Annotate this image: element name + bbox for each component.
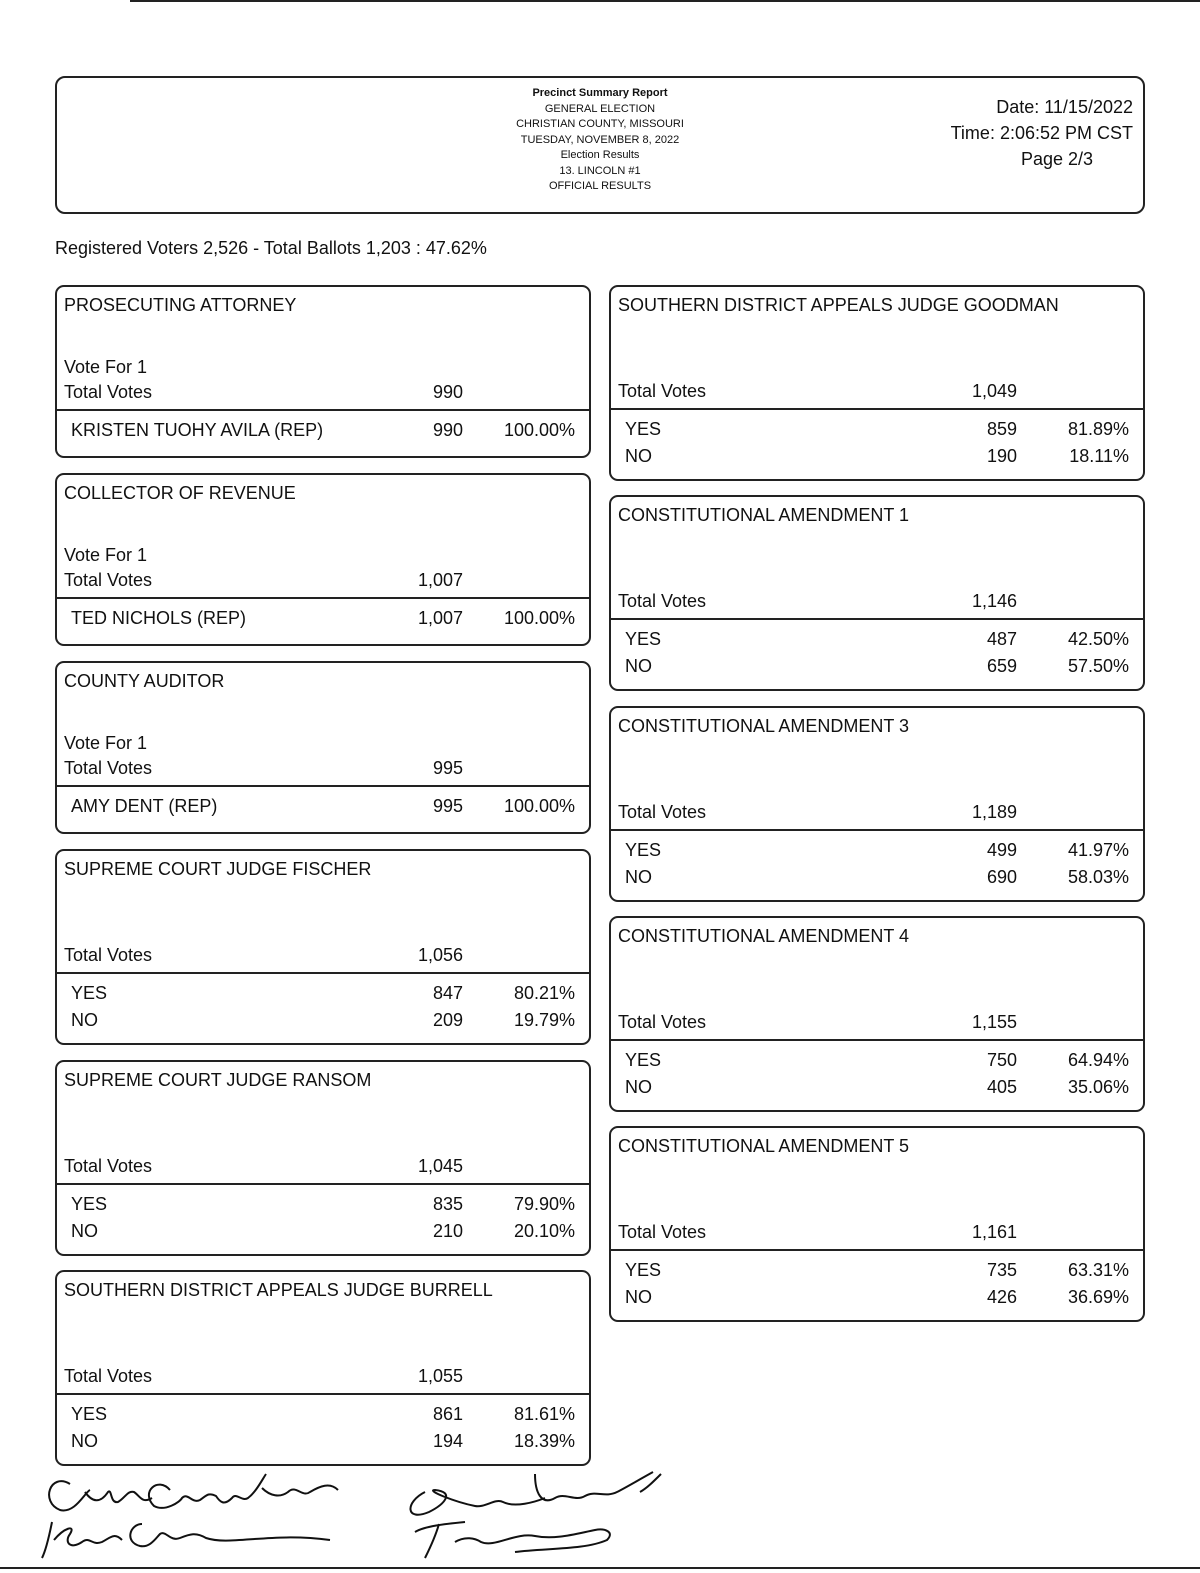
total-votes-label: Total Votes xyxy=(64,1366,153,1386)
result-row xyxy=(611,1077,1143,1103)
total-divider xyxy=(611,1249,1143,1251)
choice-votes: 990 xyxy=(432,420,463,440)
choice-votes: 209 xyxy=(432,1010,463,1030)
report-date: Date: 11/15/2022 xyxy=(996,97,1133,117)
result-row xyxy=(57,1431,589,1457)
total-votes-label: Total Votes xyxy=(618,802,707,822)
choice-name: TED NICHOLS (REP) xyxy=(71,608,247,628)
total-divider xyxy=(611,1039,1143,1041)
choice-percent: 35.06% xyxy=(1067,1077,1129,1097)
total-votes-label: Total Votes xyxy=(64,570,153,590)
choice-percent: 80.21% xyxy=(513,983,575,1003)
contest-title: COUNTY AUDITOR xyxy=(64,671,225,691)
total-votes-label: Total Votes xyxy=(64,758,153,778)
choice-votes: 405 xyxy=(986,1077,1017,1097)
contest-title: CONSTITUTIONAL AMENDMENT 3 xyxy=(618,716,910,736)
result-row xyxy=(611,629,1143,655)
total-divider xyxy=(57,785,589,787)
choice-percent: 18.39% xyxy=(513,1431,575,1451)
choice-percent: 20.10% xyxy=(513,1221,575,1241)
choice-name: AMY DENT (REP) xyxy=(71,796,218,816)
total-votes-value: 1,049 xyxy=(971,381,1017,401)
choice-votes: 735 xyxy=(986,1260,1017,1280)
total-votes-label: Total Votes xyxy=(64,382,153,402)
choice-percent: 18.11% xyxy=(1069,446,1129,466)
header-line: CHRISTIAN COUNTY, MISSOURI xyxy=(516,118,684,130)
choice-name: NO xyxy=(71,1221,98,1241)
total-divider xyxy=(57,409,589,411)
total-divider xyxy=(611,829,1143,831)
signature-royall xyxy=(385,1462,685,1562)
choice-percent: 81.89% xyxy=(1067,419,1129,439)
result-row xyxy=(611,1287,1143,1313)
total-divider xyxy=(57,1183,589,1185)
total-divider xyxy=(57,597,589,599)
total-divider xyxy=(57,972,589,974)
choice-percent: 57.50% xyxy=(1067,656,1129,676)
total-divider xyxy=(57,1393,589,1395)
result-row xyxy=(611,840,1143,866)
choice-name: YES xyxy=(625,1050,662,1070)
contest-box xyxy=(55,473,591,646)
header-line: TUESDAY, NOVEMBER 8, 2022 xyxy=(520,133,680,146)
vote-for-label: Vote For 1 xyxy=(64,545,148,565)
total-votes-value: 1,055 xyxy=(417,1366,463,1386)
choice-votes: 1,007 xyxy=(417,608,463,628)
choice-name: KRISTEN TUOHY AVILA (REP) xyxy=(71,420,324,440)
choice-name: NO xyxy=(625,1077,652,1097)
total-votes-value: 1,056 xyxy=(417,945,463,965)
vote-for-label: Vote For 1 xyxy=(64,733,148,753)
result-row xyxy=(57,1221,589,1247)
result-row xyxy=(57,1404,589,1430)
choice-name: YES xyxy=(625,629,662,649)
choice-votes: 659 xyxy=(986,656,1017,676)
choice-votes: 847 xyxy=(432,983,463,1003)
total-divider xyxy=(611,408,1143,410)
choice-percent: 36.69% xyxy=(1067,1287,1129,1307)
header-line: Election Results xyxy=(560,149,640,161)
total-votes-value: 1,161 xyxy=(971,1222,1017,1242)
total-votes-label: Total Votes xyxy=(64,945,153,965)
total-votes-label: Total Votes xyxy=(64,1156,153,1176)
result-row xyxy=(611,419,1143,445)
result-row xyxy=(611,1050,1143,1076)
registered-voters-line: Registered Voters 2,526 - Total Ballots 1,203 : 47.62% xyxy=(55,238,487,258)
choice-percent: 64.94% xyxy=(1067,1050,1129,1070)
total-votes-label: Total Votes xyxy=(618,591,707,611)
choice-percent: 100.00% xyxy=(503,420,575,440)
total-votes-value: 990 xyxy=(432,382,463,402)
contest-title: SUPREME COURT JUDGE RANSOM xyxy=(64,1070,372,1090)
choice-votes: 861 xyxy=(432,1404,463,1424)
header-line: OFFICIAL RESULTS xyxy=(548,180,652,192)
total-votes-label: Total Votes xyxy=(618,381,707,401)
choice-votes: 210 xyxy=(432,1221,463,1241)
choice-votes: 750 xyxy=(986,1050,1017,1070)
vote-for-label: Vote For 1 xyxy=(64,357,148,377)
result-row xyxy=(57,1010,589,1036)
contest-box xyxy=(609,1126,1145,1322)
choice-name: YES xyxy=(625,419,662,439)
contest-title: SOUTHERN DISTRICT APPEALS JUDGE GOODMAN xyxy=(618,295,1059,315)
top-rule xyxy=(130,0,1200,5)
contest-box xyxy=(609,285,1145,481)
choice-name: YES xyxy=(625,840,662,860)
result-row xyxy=(611,1260,1143,1286)
choice-votes: 859 xyxy=(986,419,1017,439)
header-line: Precinct Summary Report xyxy=(532,87,668,99)
choice-votes: 835 xyxy=(432,1194,463,1214)
contest-title: SOUTHERN DISTRICT APPEALS JUDGE BURRELL xyxy=(64,1280,493,1300)
choice-percent: 79.90% xyxy=(513,1194,575,1214)
choice-votes: 487 xyxy=(986,629,1017,649)
contest-title: CONSTITUTIONAL AMENDMENT 5 xyxy=(618,1136,910,1156)
result-row xyxy=(57,796,589,822)
choice-votes: 690 xyxy=(986,867,1017,887)
choice-percent: 63.31% xyxy=(1067,1260,1129,1280)
total-votes-value: 995 xyxy=(432,758,463,778)
choice-name: NO xyxy=(625,446,652,466)
contest-box xyxy=(55,661,591,834)
choice-name: YES xyxy=(71,983,108,1003)
contest-box xyxy=(609,706,1145,902)
choice-name: NO xyxy=(71,1431,98,1451)
report-header xyxy=(55,76,1145,214)
contest-box xyxy=(55,849,591,1045)
choice-votes: 499 xyxy=(986,840,1017,860)
result-row xyxy=(57,608,589,634)
choice-name: NO xyxy=(625,656,652,676)
choice-percent: 58.03% xyxy=(1067,867,1129,887)
report-page: Page 2/3 xyxy=(1020,149,1093,169)
choice-percent: 41.97% xyxy=(1067,840,1129,860)
total-votes-value: 1,146 xyxy=(971,591,1017,611)
bottom-rule xyxy=(0,1567,1200,1569)
report-time: Time: 2:06:52 PM CST xyxy=(950,123,1133,143)
result-row xyxy=(57,983,589,1009)
total-votes-value: 1,007 xyxy=(417,570,463,590)
choice-name: YES xyxy=(71,1404,108,1424)
header-line: 13. LINCOLN #1 xyxy=(559,164,641,177)
choice-name: NO xyxy=(625,1287,652,1307)
choice-percent: 19.79% xyxy=(513,1010,575,1030)
choice-percent: 42.50% xyxy=(1067,629,1129,649)
total-votes-value: 1,189 xyxy=(971,802,1017,822)
contest-box xyxy=(55,285,591,458)
total-divider xyxy=(611,618,1143,620)
choice-percent: 81.61% xyxy=(513,1404,575,1424)
contest-title: SUPREME COURT JUDGE FISCHER xyxy=(64,859,372,879)
contest-title: COLLECTOR OF REVENUE xyxy=(64,483,296,503)
total-votes-value: 1,045 xyxy=(417,1156,463,1176)
choice-name: NO xyxy=(625,867,652,887)
choice-votes: 194 xyxy=(432,1431,463,1451)
choice-percent: 100.00% xyxy=(503,796,575,816)
total-votes-label: Total Votes xyxy=(618,1222,707,1242)
header-line: GENERAL ELECTION xyxy=(544,102,656,115)
total-votes-label: Total Votes xyxy=(618,1012,707,1032)
result-row xyxy=(57,420,589,446)
contest-box xyxy=(609,495,1145,691)
contest-title: CONSTITUTIONAL AMENDMENT 4 xyxy=(618,926,910,946)
choice-percent: 100.00% xyxy=(503,608,575,628)
result-row xyxy=(611,867,1143,893)
total-votes-value: 1,155 xyxy=(971,1012,1017,1032)
choice-name: NO xyxy=(71,1010,98,1030)
contest-title: PROSECUTING ATTORNEY xyxy=(64,295,297,315)
report-header-right xyxy=(951,94,1133,172)
result-row xyxy=(611,446,1143,472)
result-row xyxy=(611,656,1143,682)
signature-essick xyxy=(30,1462,370,1562)
choice-name: YES xyxy=(625,1260,662,1280)
choice-votes: 426 xyxy=(986,1287,1017,1307)
result-row xyxy=(57,1194,589,1220)
contest-box xyxy=(55,1060,591,1256)
contest-box xyxy=(609,916,1145,1112)
contest-title: CONSTITUTIONAL AMENDMENT 1 xyxy=(618,505,910,525)
choice-votes: 995 xyxy=(432,796,463,816)
choice-votes: 190 xyxy=(986,446,1017,466)
choice-name: YES xyxy=(71,1194,108,1214)
contest-box xyxy=(55,1270,591,1466)
